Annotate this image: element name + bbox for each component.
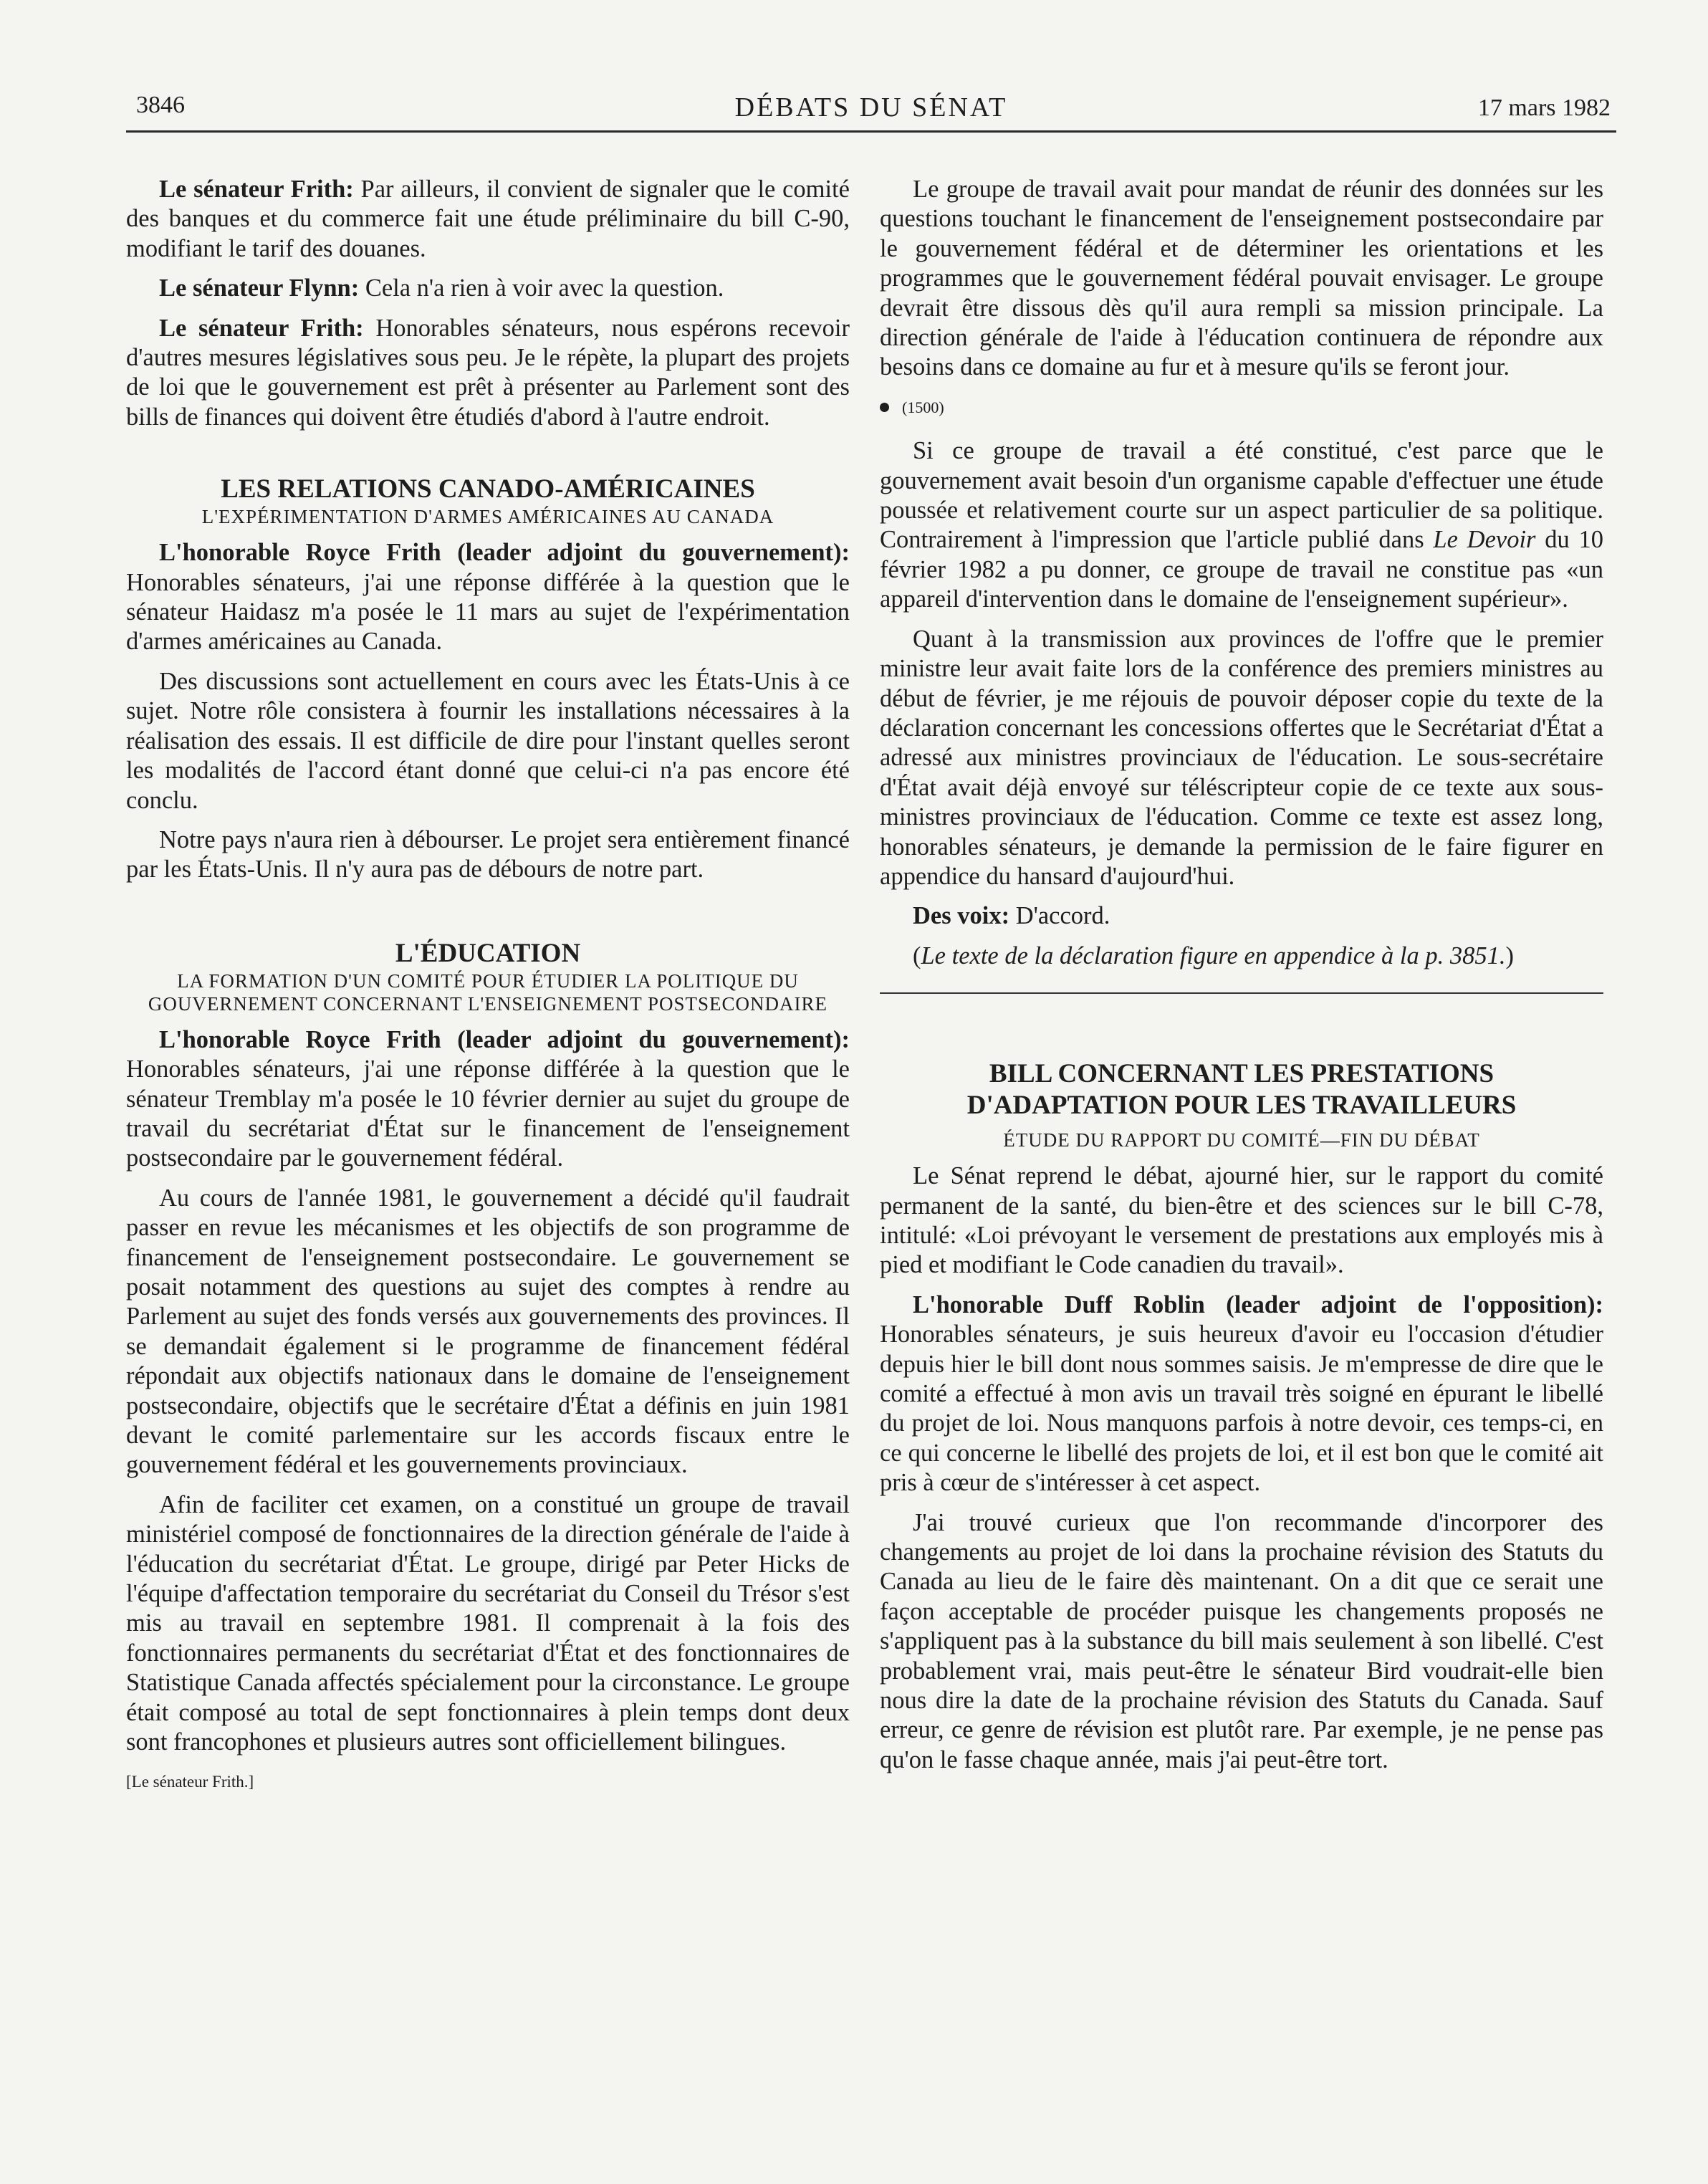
paragraph: Afin de faciliter cet examen, on a constitué un groupe de travail ministériel composé de fonctionnaires de la direction générale de l'aide à l'éducation du secrétariat d'État. Le groupe, dirigé par Peter Hicks de l'équipe d'affectation temporaire du secrétariat du Conseil du Trésor s'est mis au travail en septembre 1981. Il comprenait à la fois des fonctionnaires permanents du secrétariat d'État et des fonctionnaires de Statistique Canada affectés spécialement pour la circonstance. Le groupe était composé au total de sept fonctionnaires à plein temps dont deux sont francophones et plusieurs autres sont officiellement bilingues.: [126, 1490, 850, 1756]
text-run: Si ce groupe de travail a été constitué, c'est parce que le gouvernement avait besoin d'un organisme capable d'effectuer une étude poussée et relativement courte sur un aspect particulier de sa politique. Contrairement à l'impression que l'article publié dans: [880, 437, 1603, 554]
page-number: 3846: [136, 92, 185, 118]
paragraph: Des discussions sont actuellement en cours avec les États-Unis à ce sujet. Notre rôle consistera à fournir les installations nécessaires à la réalisation des essais. Il est difficile de dire pour l'instant quelles seront les modalités de l'accord étant donné que celui-ci n'a pas encore été conclu.: [126, 667, 850, 814]
paragraph: J'ai trouvé curieux que l'on recommande d'incorporer des changements au projet de loi dans la prochaine révision des Statuts du Canada au lieu de le faire dès maintenant. On a dit que ce serait une façon acceptable de procéder puisque les changements proposés ne s'appliquent pas à la substance du bill mais seulement à son libellé. C'est probablement vrai, mais peut-être le sénateur Bird voudrait-elle bien nous dire la date de la prochaine révision des Statuts du Canada. Sauf erreur, ce genre de révision est plutôt rare. Par exemple, je ne pense pas qu'on le fasse chaque année, mais j'ai peut-être tort.: [880, 1508, 1603, 1773]
paragraph: Notre pays n'aura rien à débourser. Le projet sera entièrement financé par les États-Unis. Il n'y aura pas de débours de notre part.: [126, 825, 850, 883]
paragraph: [126, 274, 850, 303]
speech-text: D'accord.: [1009, 902, 1110, 930]
section-divider: [880, 992, 1603, 994]
section-heading: [880, 1058, 1603, 1121]
issue-date: 17 mars 1982: [1477, 95, 1611, 121]
speaker-name: Des voix:: [913, 902, 1010, 930]
speech-text: Honorables sénateurs, nous espérons recevoir d'autres mesures législatives sous peu. Je le répète, la plupart des projets de loi que le gouvernement est prêt à présenter au Parlement sont des bills de finances qui doivent être étudiés d'abord à l'autre endroit.: [126, 314, 850, 431]
speaker-name: Le sénateur Frith:: [159, 314, 364, 342]
speech-text: Cela n'a rien à voir avec la question.: [359, 274, 724, 302]
paragraph: [880, 942, 1603, 971]
text-run: (: [913, 942, 921, 969]
paragraph: [126, 314, 850, 433]
paragraph: [880, 901, 1603, 931]
journal-title: DÉBATS DU SÉNAT: [734, 92, 1008, 123]
heading-line: BILL CONCERNANT LES PRESTATIONS: [989, 1059, 1494, 1089]
bullet-icon: [880, 403, 889, 412]
paragraph: [880, 1290, 1603, 1498]
section-subheading: LA FORMATION D'UN COMITÉ POUR ÉTUDIER LA POLITIQUE DU GOUVERNEMENT CONCERNANT L'ENSEIGNEMENT POSTSECONDAIRE: [148, 969, 828, 1015]
section-subheading: L'EXPÉRIMENTATION D'ARMES AMÉRICAINES AU CANADA: [201, 506, 774, 528]
speaker-name: L'honorable Royce Frith (leader adjoint du gouvernement):: [159, 1025, 850, 1053]
text-run: du 10 février 1982 a pu donner, ce groupe de travail ne constitue pas «un appareil d'intervention dans le domaine de l'enseignement supérieur».: [880, 526, 1604, 613]
paragraph: Le Sénat reprend le débat, ajourné hier, sur le rapport du comité permanent de la santé, du bien-être et des sciences sur le bill C-78, intitulé: «Loi prévoyant le versement de prestations aux employés mis à pied et modifiant le Code canadien du travail».: [880, 1162, 1603, 1279]
right-column: [880, 175, 1603, 1785]
heading-line: D'ADAPTATION POUR LES TRAVAILLEURS: [966, 1091, 1517, 1121]
speech-text: Honorables sénateurs, je suis heureux d'avoir eu l'occasion d'étudier depuis hier le bill dont nous sommes saisis. Je m'empresse de dire que le comité a effectué à mon avis un travail très soigné en épurant le libellé du projet de loi. Nous manquons parfois à notre devoir, ces temps-ci, en ce qui concerne le libellé des projets de loi, et il est bon que le comité ait pris à cœur de s'intéresser à cet aspect.: [880, 1321, 1603, 1497]
section-heading: L'ÉDUCATION: [395, 938, 581, 968]
paragraph: [126, 175, 850, 264]
speech-text: Honorables sénateurs, j'ai une réponse différée à la question que le sénateur Tremblay m'a posée le 10 février dernier au sujet du groupe de travail du secrétariat d'État sur le financement de l'enseignement postsecondaire par le gouvernement fédéral.: [126, 1055, 850, 1172]
speaker-name: L'honorable Royce Frith (leader adjoint du gouvernement):: [159, 539, 850, 567]
continued-note: [Le sénateur Frith.]: [126, 1773, 254, 1791]
time-marker-text: (1500): [902, 398, 944, 416]
speaker-name: Le sénateur Flynn:: [159, 274, 360, 302]
paragraph: [126, 1025, 850, 1174]
speech-text: Par ailleurs, il convient de signaler que le comité des banques et du commerce fait une étude préliminaire du bill C-90, modifiant le tarif des douanes.: [126, 176, 850, 262]
paragraph: Au cours de l'année 1981, le gouvernement a décidé qu'il faudrait passer en revue les mécanismes et les objectifs de son programme de financement de l'enseignement postsecondaire. Le gouvernement se posait notamment des questions au sujet des comptes à rendre au Parlement au sujet des fonds versés aux gouvernements des provinces. Il se demandait également si le programme de financement fédéral répondait aux objectifs nationaux dans le domaine de l'enseignement postsecondaire, objectifs que le secrétaire d'État a définis en juin 1981 devant le comité parlementaire sur les accords fiscaux entre le gouvernement fédéral et les gouvernements provinciaux.: [126, 1184, 850, 1479]
paragraph: [880, 436, 1603, 614]
left-column: [126, 175, 850, 1797]
section-subheading: ÉTUDE DU RAPPORT DU COMITÉ—FIN DU DÉBAT: [1003, 1129, 1480, 1151]
speaker-name: Le sénateur Frith:: [159, 176, 354, 203]
time-marker: [880, 393, 1603, 422]
speech-text: Honorables sénateurs, j'ai une réponse différée à la question que le sénateur Haidasz m'a posée le 11 mars au sujet de l'expérimentation d'armes américaines au Canada.: [126, 568, 850, 656]
newspaper-title: Le Devoir: [1433, 526, 1536, 554]
paragraph: Le groupe de travail avait pour mandat de réunir des données sur les questions touchant le financement de l'enseignement postsecondaire par le gouvernement fédéral et de déterminer les orientations et les programmes que le gouvernement fédéral pouvait envisager. Le groupe devrait être dissous dès qu'il aura rempli sa mission principale. La direction générale de l'aide à l'éducation continuera de répondre aux besoins dans ce domaine au fur et à mesure qu'ils se feront jour.: [880, 176, 1603, 381]
paragraph: Quant à la transmission aux provinces de l'offre que le premier ministre leur avait faite lors de la conférence des premiers ministres au début de février, je me réjouis de pouvoir déposer copie du texte de la déclaration concernant les concessions offertes que le Secrétariat d'État a adressé aux ministres provinciaux de l'éducation. Le sous-secrétaire d'État avait déjà envoyé sur téléscripteur copie de ce texte aux sous-ministres provinciaux de l'éducation. Comme ce texte est assez long, honorables sénateurs, je demande la permission de le faire figurer en appendice du hansard d'aujourd'hui.: [880, 625, 1603, 890]
speaker-name: L'honorable Duff Roblin (leader adjoint de l'opposition):: [913, 1290, 1603, 1318]
paragraph: [126, 538, 850, 657]
text-run: ): [1505, 942, 1514, 969]
running-header: [126, 85, 1616, 133]
editorial-note: Le texte de la déclaration figure en appendice à la p. 3851.: [921, 942, 1506, 969]
section-heading: LES RELATIONS CANADO-AMÉRICAINES: [221, 474, 755, 504]
